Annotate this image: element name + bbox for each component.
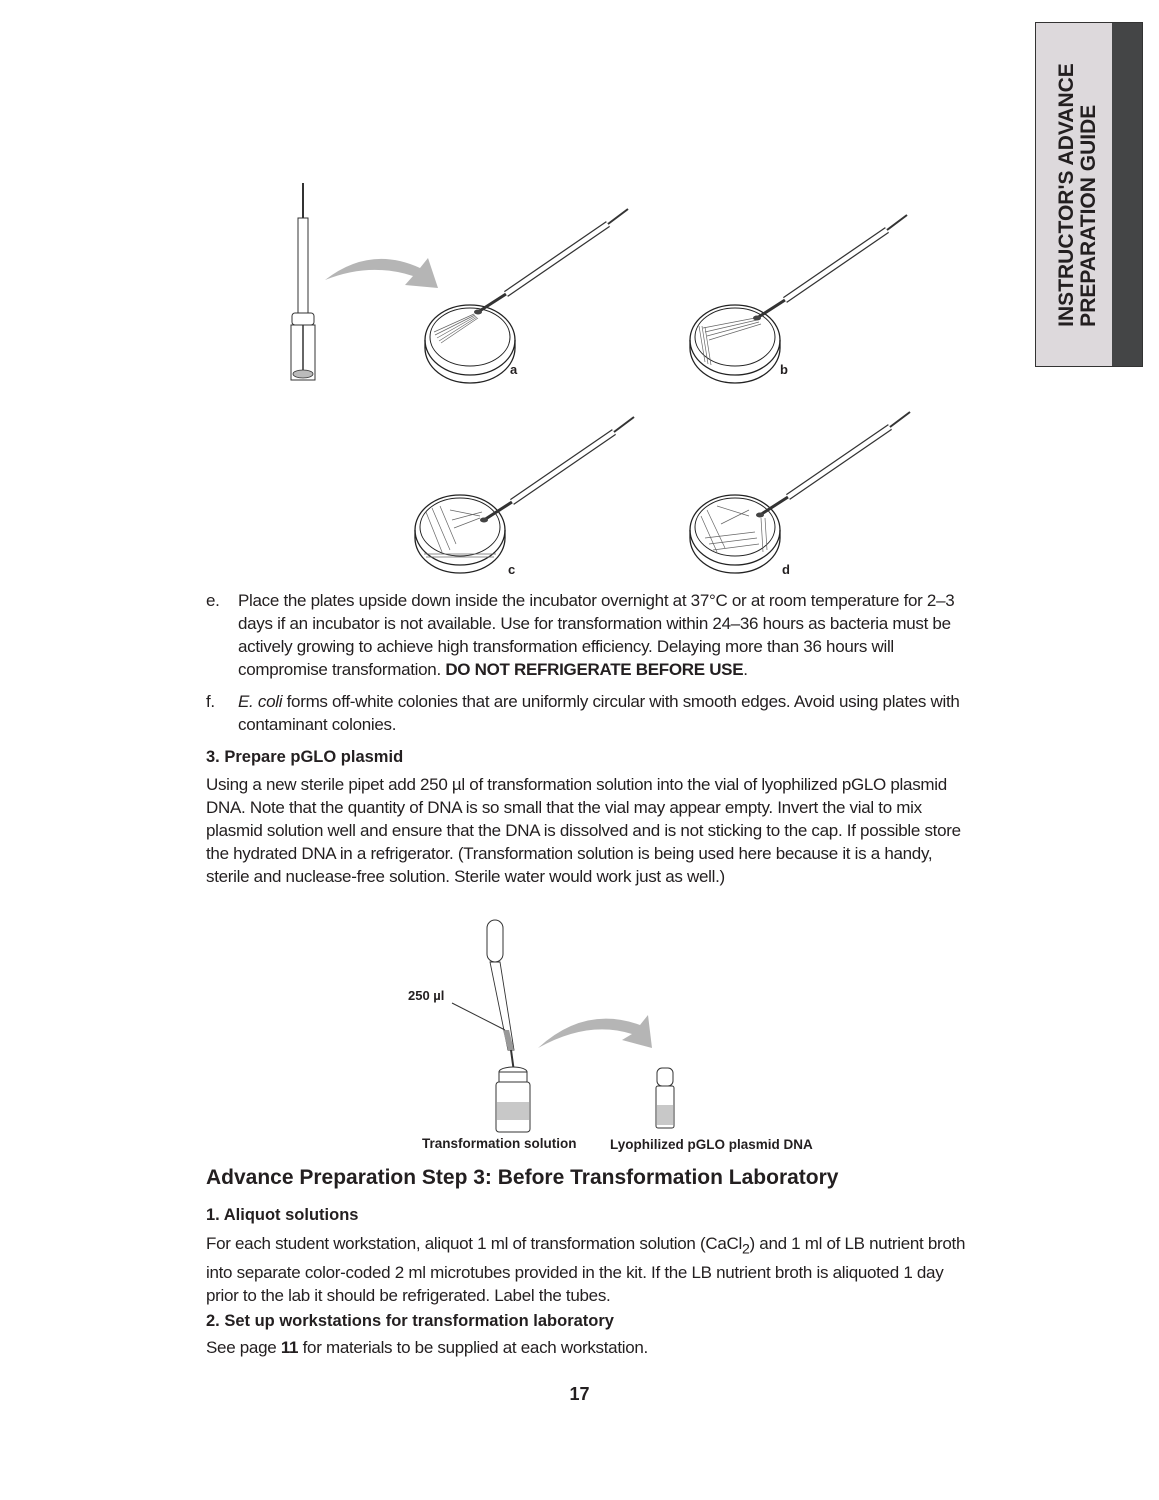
figure-label-d: d [782,562,790,577]
vial-with-loop [291,183,315,380]
step-e-period: . [743,660,748,679]
volume-leader-line [452,1003,505,1030]
section-side-tab [1035,22,1143,367]
step-e-text: Place the plates upside down inside the incubator overnight at 37°C or at room temperature for 2–3 days if an incubator is not available. Use for transformation within 24–36 hours as bacteria must be actively growing to achieve high transformation efficiency. Delaying more than 36 hours will compromise transformation. [238,591,955,679]
section3-heading: 3. Prepare pGLO plasmid [206,748,404,766]
workstation-text-a: See page [206,1338,281,1357]
aliquot-body [206,1232,966,1307]
workstation-text-b: for materials to be supplied at each workstation. [298,1338,648,1357]
arrow-icon [325,258,438,288]
petri-dish-a [425,305,518,383]
step-e-warning: DO NOT REFRIGERATE BEFORE USE [445,660,744,679]
side-tab-label [1056,63,1100,327]
aliquot-heading: 1. Aliquot solutions [206,1206,359,1224]
petri-dish-b [690,305,780,383]
page-reference-link[interactable]: 11 [280,1338,299,1357]
streaking-illustration [270,170,950,590]
pipet-illustration [400,915,850,1135]
section3-body: Using a new sterile pipet add 250 µl of transformation solution into the vial of lyophilized pGLO plasmid DNA. Note that the quantity of DNA is so small that the vial may appear empty. Invert the vial to mix plasmid solution well and ensure that the DNA is dissolved and is not sticking to the cap. If possible store the hydrated DNA in a refrigerator. (Transformation solution is being used here because it is a handy, sterile and nuclease-free solution. Sterile water would work just as well.) [206,775,961,886]
pipet [487,920,514,1072]
step-e-marker: e. [206,591,220,610]
aliquot-text-a: For each student workstation, aliquot 1 ml of transformation solution (CaCl [206,1234,742,1253]
workstation-body [206,1336,966,1359]
caption-transformation-solution: Transformation solution [422,1136,577,1151]
figure-label-c: c [508,562,516,577]
aliquot-text-b: ) and 1 ml of LB nutrient broth into separate color-coded 2 ml microtubes provided in the kit. If the LB nutrient broth is aliquoted 1 day prior to the lab it should be refrigerated. Label the tubes. [206,1234,966,1306]
figure-label-a: a [510,362,518,377]
page-number: 17 [569,1384,590,1404]
petri-dish-d [690,495,780,573]
step-e [206,589,966,681]
figure-label-b: b [780,362,788,377]
step-f-organism: E. coli [238,692,283,711]
advance-step-heading: Advance Preparation Step 3: Before Transformation Laboratory [206,1166,839,1189]
side-tab-dark-strip [1112,23,1142,366]
petri-dish-c [415,495,505,573]
plasmid-vial [656,1068,674,1128]
step-f-marker: f. [206,692,215,711]
side-tab-line1: INSTRUCTOR'S ADVANCE [1055,63,1078,327]
aliquot-subscript: 2 [741,1241,750,1258]
step-f-text: forms off-white colonies that are uniformly circular with smooth edges. Avoid using plates with contaminant colonies. [238,692,960,734]
side-tab-line2: PREPARATION GUIDE [1077,104,1100,327]
arrow-icon [538,1015,652,1048]
workstation-heading: 2. Set up workstations for transformation laboratory [206,1312,614,1330]
volume-label: 250 µl [408,988,445,1003]
caption-plasmid-dna: Lyophilized pGLO plasmid DNA [610,1137,813,1152]
step-f [206,690,966,736]
transformation-solution-vial [496,1067,530,1132]
